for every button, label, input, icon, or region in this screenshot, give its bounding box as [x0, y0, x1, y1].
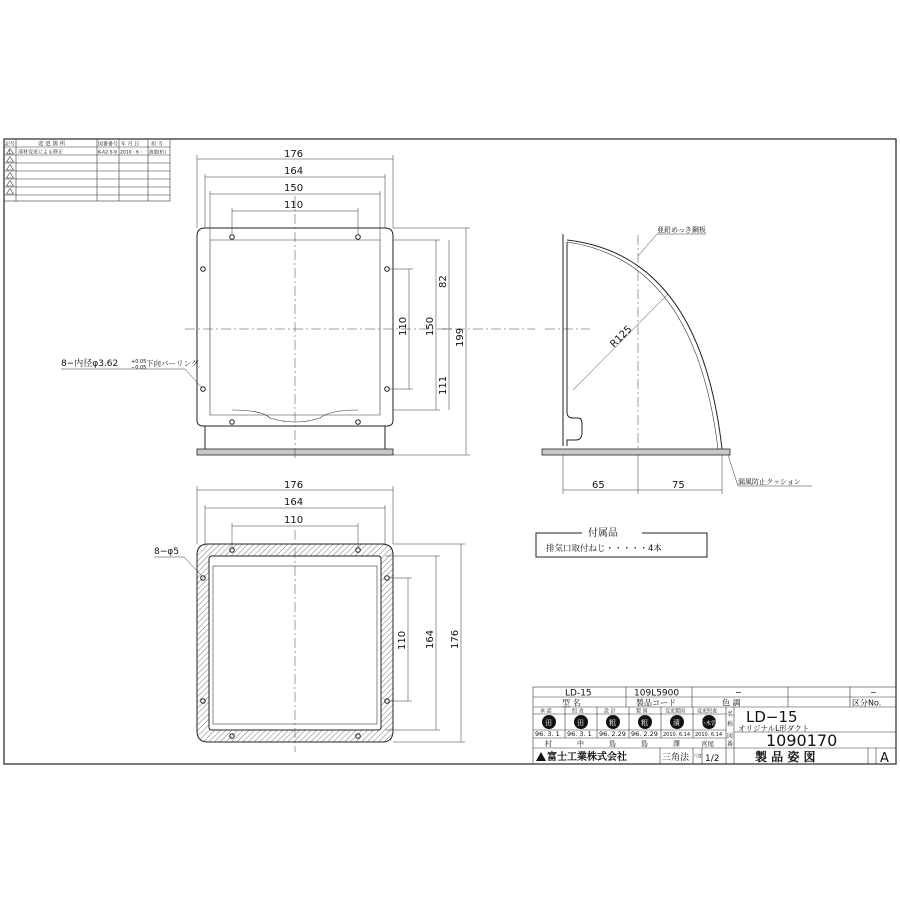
svg-text:中: 中	[577, 740, 584, 748]
tb-code: 109L5900	[634, 688, 680, 699]
rev-row-person: 濱農(桁)	[149, 150, 167, 156]
rev-header-ref: 図番番号	[98, 141, 119, 148]
dim-front-199: 199	[455, 327, 466, 347]
approval-1	[567, 708, 592, 749]
dim-bottom-164v: 164	[425, 629, 436, 649]
tb-drawing-no: 1090170	[766, 731, 838, 750]
svg-text:承 認: 承 認	[540, 708, 552, 715]
tb-label-model: 型 名	[562, 698, 581, 708]
tb-product-name: LD−15	[746, 708, 798, 726]
title-block	[533, 687, 896, 766]
rev-row-date: 2010・6・	[120, 150, 144, 156]
svg-text:8−内径φ3.62: 8−内径φ3.62	[61, 359, 119, 369]
svg-text:2010. 6.14: 2010. 6.14	[695, 732, 723, 738]
tb-label-code: 製品コード	[636, 698, 676, 708]
tb-side-label-1: 称	[727, 721, 734, 728]
side-material-note: 亜鉛めっき鋼板	[657, 226, 706, 234]
tb-product-desc: オリジナルL形ダクト	[738, 724, 810, 733]
tb-projection: 三角法	[662, 753, 690, 763]
dim-front-82: 82	[438, 275, 449, 288]
svg-text:製 図: 製 図	[636, 708, 648, 715]
accessories-title: 付属品	[588, 528, 618, 539]
dim-front-164: 164	[284, 166, 304, 177]
side-radius-label: R125	[608, 323, 635, 351]
rev-header-change: 変 更 箇 所	[38, 141, 66, 148]
svg-text:変更製図: 変更製図	[665, 708, 686, 715]
tb-company: 富士工業株式会社	[547, 752, 627, 763]
sheet-border	[4, 139, 896, 764]
svg-text:田: 田	[545, 719, 552, 727]
dim-front-110v: 110	[398, 316, 409, 336]
svg-text:+0.05: +0.05	[131, 359, 147, 365]
side-cushion-note: 漏風防止クッション	[738, 478, 801, 486]
tb-side-label-0: 名	[727, 711, 734, 718]
rev-header-symbol: 記号	[5, 141, 16, 148]
tb-label-class: 区分No.	[852, 698, 882, 708]
tb-scale-label: 尺度	[694, 753, 702, 758]
approval-4	[663, 708, 690, 749]
svg-text:島: 島	[641, 740, 648, 748]
approval-2	[599, 708, 626, 749]
dim-front-111: 111	[438, 375, 449, 395]
tb-dash2: −	[870, 688, 877, 697]
front-view	[61, 149, 590, 460]
svg-text:96. 2.29: 96. 2.29	[631, 730, 658, 738]
tb-dash1: −	[735, 688, 742, 697]
svg-text:−0.05: −0.05	[131, 365, 147, 371]
approval-0	[535, 708, 560, 749]
svg-text:濱: 濱	[673, 719, 680, 727]
svg-text:96. 2.29: 96. 2.29	[599, 730, 626, 738]
svg-text:島: 島	[609, 740, 616, 748]
dim-front-150: 150	[284, 183, 304, 194]
dim-front-150v: 150	[425, 316, 436, 336]
front-hole-note	[61, 357, 202, 388]
tb-side-label-2: 図	[727, 733, 734, 740]
tb-side-label-3: 番	[727, 741, 734, 748]
front-dims-top	[197, 149, 393, 240]
rev-row-change: 部材変更による修正	[18, 149, 64, 156]
svg-text:設 計: 設 計	[604, 708, 616, 715]
tb-size: A	[880, 751, 889, 766]
svg-text:澤: 澤	[673, 740, 680, 748]
svg-text:照 査: 照 査	[572, 708, 584, 715]
bottom-dims-right	[385, 544, 465, 742]
dim-bottom-110v: 110	[397, 630, 408, 650]
svg-text:小木曽: 小木曽	[700, 721, 717, 727]
tb-label-color: 色 調	[722, 698, 741, 708]
side-view	[542, 225, 812, 494]
rev-row-ref: K-A2-5-9	[98, 150, 117, 156]
svg-text:変更照査: 変更照査	[697, 708, 718, 715]
revision-table	[4, 139, 170, 201]
svg-text:粗: 粗	[641, 719, 648, 727]
svg-text:粗: 粗	[609, 719, 616, 727]
rev-header-person: 担 当	[151, 141, 163, 148]
dim-bottom-164: 164	[284, 497, 304, 508]
dim-bottom-176: 176	[284, 480, 304, 491]
bottom-view	[154, 480, 465, 752]
dim-side-75: 75	[672, 480, 685, 491]
dim-front-176: 176	[284, 149, 304, 160]
svg-text:96. 3. 1: 96. 3. 1	[535, 730, 560, 738]
svg-text:96. 3. 1: 96. 3. 1	[567, 730, 592, 738]
approval-5	[695, 708, 722, 749]
accessories-item: 排気口取付ねじ・・・・・4本	[546, 544, 662, 554]
svg-text:田: 田	[577, 719, 584, 727]
dim-side-65: 65	[592, 480, 605, 491]
bottom-hole-note: 8−φ5	[154, 547, 179, 557]
svg-text:村: 村	[545, 740, 552, 748]
svg-text:下向バーリング: 下向バーリング	[146, 359, 199, 368]
svg-text:宮尾: 宮尾	[701, 740, 714, 748]
rev-row-symbol: 1	[8, 149, 12, 155]
approval-3	[631, 708, 658, 749]
svg-text:2010. 6.14: 2010. 6.14	[663, 732, 691, 738]
side-flange	[542, 449, 730, 455]
dim-front-110: 110	[284, 200, 304, 211]
tb-drawing-title: 製 品 姿 図	[755, 750, 816, 764]
dim-bottom-110: 110	[284, 515, 304, 526]
front-dims-right	[390, 228, 470, 455]
tb-model: LD-15	[565, 688, 592, 699]
rev-header-date: 年 月 日	[121, 141, 140, 148]
company-logo-icon	[536, 752, 546, 761]
dim-bottom-176v: 176	[450, 629, 461, 649]
tb-scale: 1/2	[705, 754, 720, 764]
accessories-box	[536, 526, 707, 557]
